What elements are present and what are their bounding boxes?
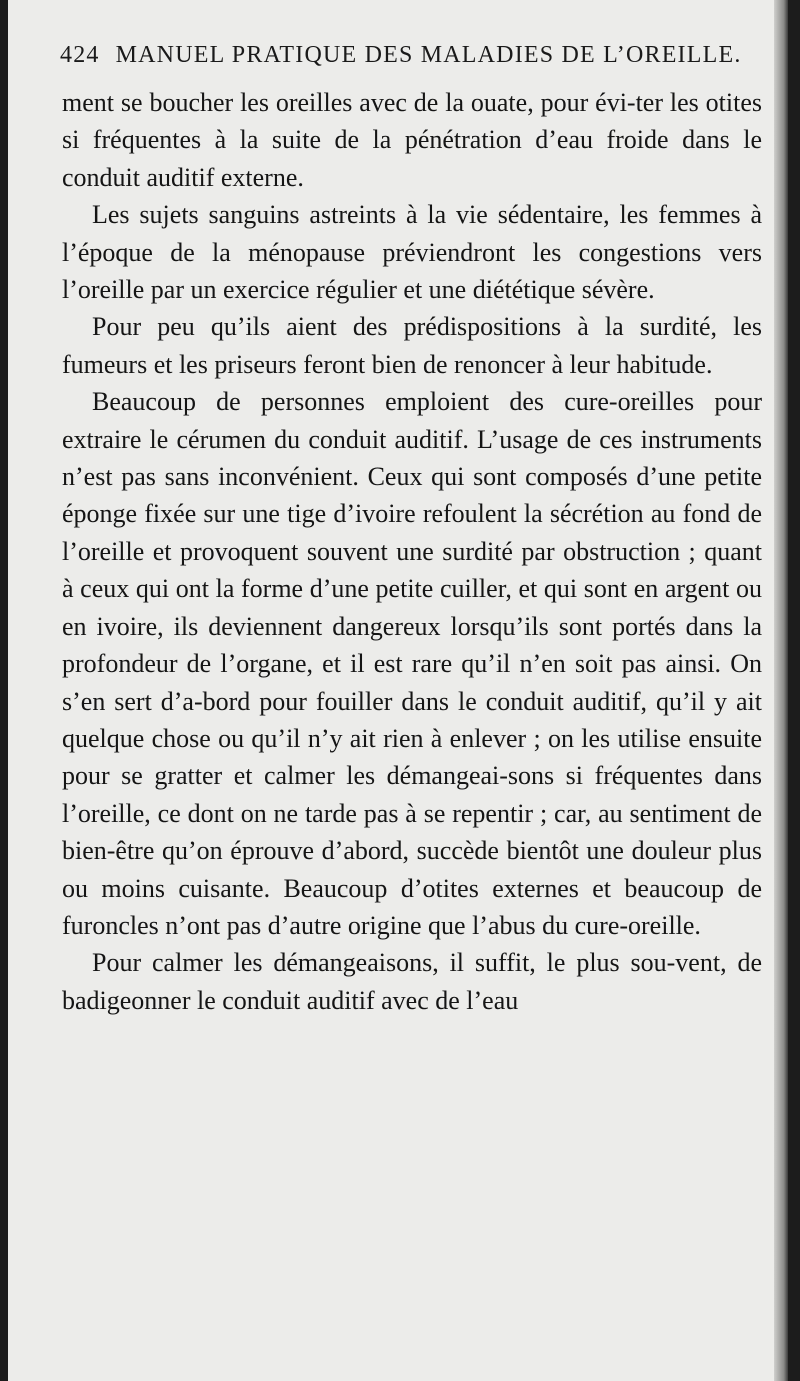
book-page [8, 0, 788, 1381]
body-text [62, 84, 762, 1019]
paragraph-itching: Pour calmer les démangeaisons, il suffit, le plus sou-vent, de badigeonner le conduit auditif avec de l’eau [62, 948, 762, 1015]
running-title: MANUEL PRATIQUE DES MALADIES DE L’OREILLE. [115, 42, 742, 68]
paragraph-sanguine-subjects: Les sujets sanguins astreints à la vie sédentaire, les femmes à l’époque de la ménopause préviendront les congestions vers l’oreille par un exercice régulier et une diététique sévère. [62, 200, 762, 305]
paragraph-smokers: Pour peu qu’ils aient des prédispositions à la surdité, les fumeurs et les priseurs feront bien de renoncer à leur habitude. [62, 312, 762, 379]
running-header [60, 42, 780, 69]
page-edge-shadow [774, 0, 788, 1381]
page-number: 424 [60, 42, 100, 68]
paragraph-continued: ment se boucher les oreilles avec de la ouate, pour évi-ter les otites si fréquentes à la suite de la pénétration d’eau froide dans le conduit auditif externe. [62, 88, 762, 192]
paragraph-ear-picks: Beaucoup de personnes emploient des cure-oreilles pour extraire le cérumen du conduit auditif. L’usage de ces instruments n’est pas sans inconvénient. Ceux qui sont composés d’une petite éponge fixée sur une tige d’ivoire refoulent la sécrétion au fond de l’oreille et provoquent souvent une surdité par obstruction ; quant à ceux qui ont la forme d’une petite cuiller, et qui sont en argent ou en ivoire, ils deviennent dangereux lorsqu’ils sont portés dans la profondeur de l’organe, et il est rare qu’il n’en soit pas ainsi. On s’en sert d’a-bord pour fouiller dans le conduit auditif, qu’il y ait quelque chose ou qu’il n’y ait rien à enlever ; on les utilise ensuite pour se gratter et calmer les démangeai-sons si fréquentes dans l’oreille, ce dont on ne tarde pas à se repentir ; car, au sentiment de bien-être qu’on éprouve d’abord, succède bientôt une douleur plus ou moins cuisante. Beaucoup d’otites externes et beaucoup de furoncles n’ont pas d’autre origine que l’abus du cure-oreille. [62, 387, 762, 940]
